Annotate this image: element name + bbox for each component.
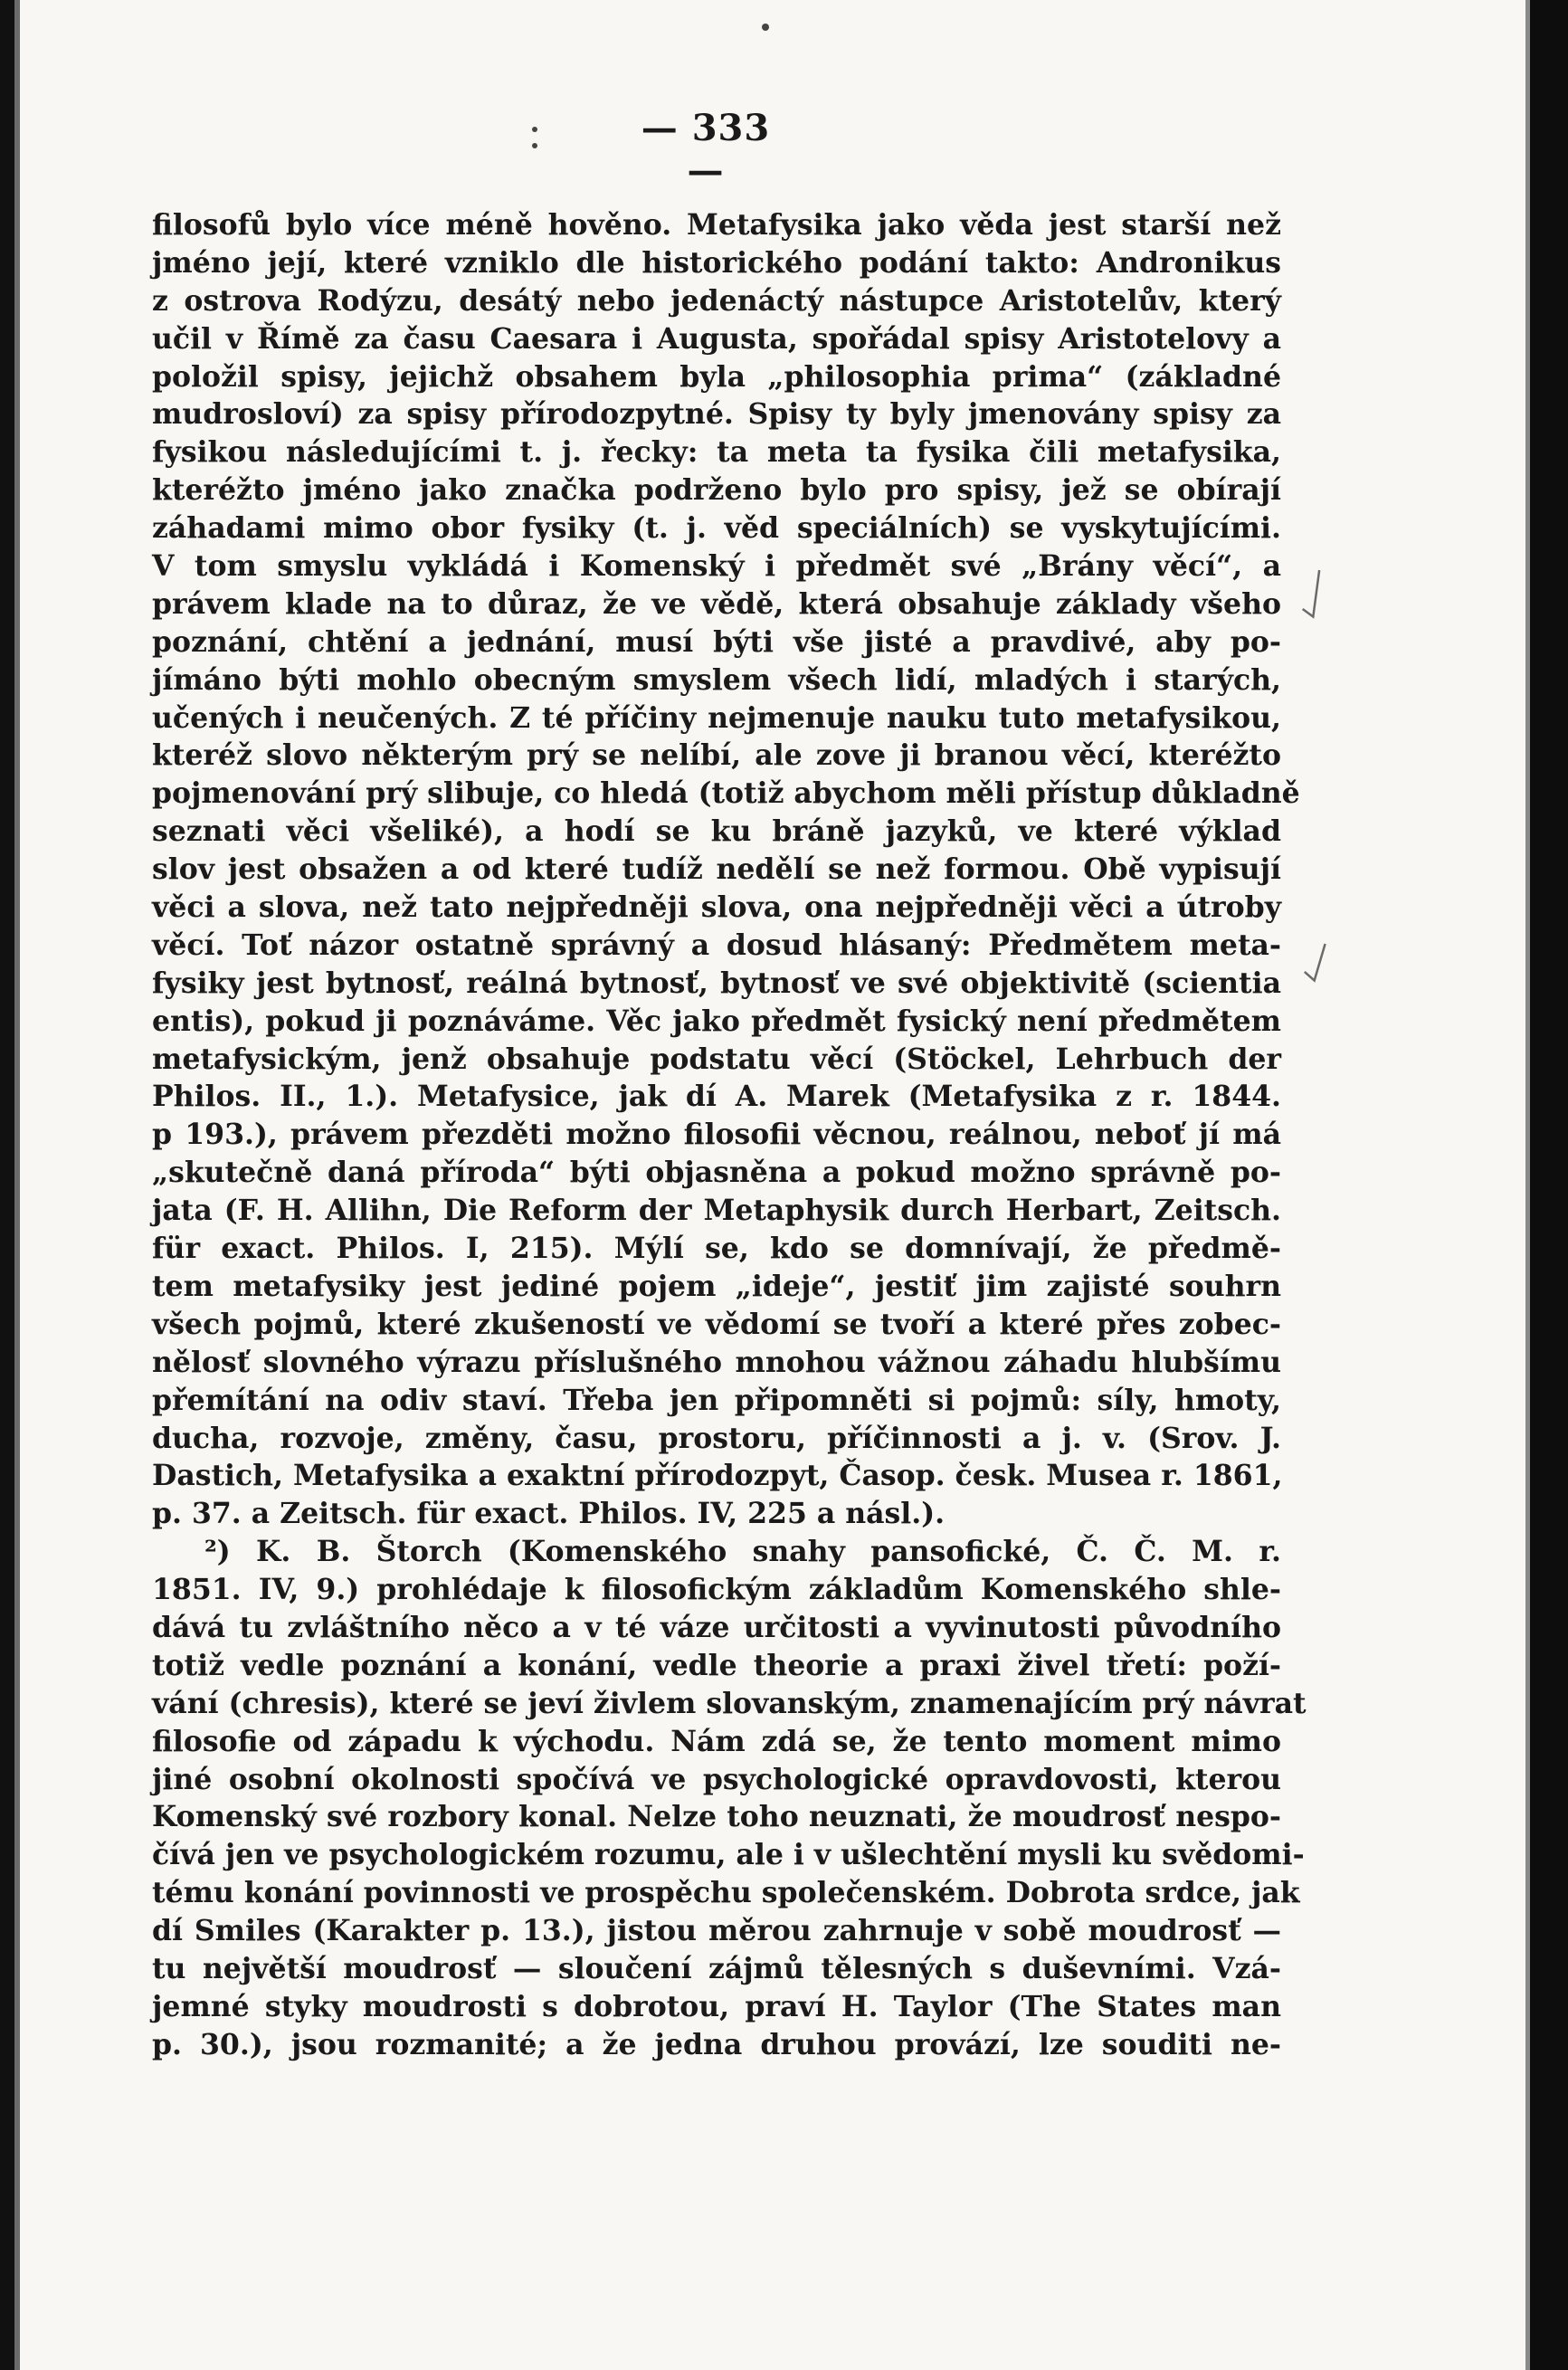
- text-line: poznání, chtění a jednání, musí býti vše jisté a pravdivé, aby po-: [152, 624, 1281, 659]
- text-line: přemítání na odiv staví. Třeba jen připomněti si pojmů: síly, hmoty,: [152, 1383, 1281, 1417]
- footnote-line: filosofie od západu k východu. Nám zdá se, že tento moment mimo: [152, 1724, 1281, 1758]
- footnote-line: tu největší moudrosť — sloučení zájmů tělesných s duševními. Vzá-: [152, 1951, 1281, 1985]
- text-line: nělosť slovného výrazu příslušného mnohou vážnou záhadu hlubšímu: [152, 1345, 1281, 1379]
- text-line: kteréžto jméno jako značka podrženo bylo pro spisy, jež se obírají: [152, 473, 1281, 508]
- footnote-line: dí Smiles (Karakter p. 13.), jistou měrou zahrnuje v sobě moudrosť —: [152, 1914, 1281, 1948]
- speck: [532, 143, 537, 148]
- footnote-line: Komenský své rozbory konal. Nelze toho neuznati, že moudrosť nespo-: [152, 1800, 1281, 1834]
- text-line: z ostrova Rodýzu, desátý nebo jedenáctý nástupce Aristotelův, který: [152, 283, 1281, 318]
- text-line: seznati věci všeliké), a hodí se ku bráně jazyků, ve které výklad: [152, 814, 1281, 849]
- text-line: ducha, rozvoje, změny, času, prostoru, příčinnosti a j. v. (Srov. J.: [152, 1421, 1281, 1455]
- scan-edge-left: [0, 0, 14, 2370]
- text-line: fysikou následujícími t. j. řecky: ta meta ta fysika čili metafysika,: [152, 435, 1281, 470]
- text-line: všech pojmů, které zkušeností ve vědomí se tvoří a které přes zobec-: [152, 1307, 1281, 1341]
- text-line: jata (F. H. Allihn, Die Reform der Metaphysik durch Herbart, Zeitsch.: [152, 1194, 1281, 1228]
- text-line: slov jest obsažen a od které tudíž nedělí se než formou. Obě vypisují: [152, 852, 1281, 887]
- footnote-line: ²) K. B. Štorch (Komenského snahy pansofické, Č. Č. M. r.: [204, 1535, 1281, 1569]
- margin-check-mark: [1294, 938, 1341, 991]
- text-line: položil spisy, jejichž obsahem byla „philosophia prima“ (základné: [152, 359, 1281, 394]
- text-line: věcí. Toť názor ostatně správný a dosud hlásaný: Předmětem meta-: [152, 928, 1281, 962]
- footnote-line: jiné osobní okolnosti spočívá ve psychologické opravdovosti, kterou: [152, 1762, 1281, 1796]
- text-line: fysiky jest bytnosť, reálná bytnosť, bytnosť ve své objektivitě (scientia: [152, 966, 1281, 1000]
- text-line: entis), pokud ji poznáváme. Věc jako předmět fysický není předmětem: [152, 1004, 1281, 1038]
- text-line: V tom smyslu vykládá i Komenský i předmět své „Brány věcí“, a: [152, 549, 1281, 584]
- speck: [762, 24, 769, 31]
- footnote-line: 1851. IV, 9.) prohlédaje k filosofickým základům Komenského shle-: [152, 1573, 1281, 1607]
- footnote-line: dává tu zvláštního něco a v té váze určitosti a vyvinutosti původního: [152, 1610, 1281, 1644]
- text-line: záhadami mimo obor fysiky (t. j. věd speciálních) se vyskytujícími.: [152, 511, 1281, 546]
- footnote-line: jemné styky moudrosti s dobrotou, praví H. Taylor (The States man: [152, 1989, 1281, 2023]
- text-line: kteréž slovo některým prý se nelíbí, ale zove ji branou věcí, kteréžto: [152, 738, 1281, 773]
- text-line: Philos. II., 1.). Metafysice, jak dí A. Marek (Metafysika z r. 1844.: [152, 1080, 1281, 1114]
- text-line: jímáno býti mohlo obecným smyslem všech lidí, mladých i starých,: [152, 662, 1281, 697]
- footnote-line: p. 30.), jsou rozmanité; a že jedna druhou provází, lze souditi ne-: [152, 2027, 1281, 2061]
- body-text: [152, 206, 1307, 2064]
- page-number: — 333 —: [641, 107, 771, 192]
- text-line: „skutečně daná příroda“ býti objasněna a pokud možno správně po-: [152, 1156, 1281, 1190]
- text-line: p 193.), právem přezděti možno filosofii věcnou, reálnou, neboť jí má: [152, 1118, 1281, 1152]
- text-line: tem metafysiky jest jediné pojem „ideje“, jestiť jim zajisté souhrn: [152, 1269, 1281, 1303]
- text-line: jméno její, které vzniklo dle historického podání takto: Andronikus: [152, 245, 1281, 280]
- footnote-line: totiž vedle poznání a konání, vedle theorie a praxi živel třetí: poží-: [152, 1648, 1281, 1682]
- text-line: filosofů bylo více méně hověno. Metafysika jako věda jest starší než: [152, 208, 1281, 242]
- text-line: p. 37. a Zeitsch. für exact. Philos. IV, 225 a násl.).: [152, 1497, 946, 1531]
- text-line: metafysickým, jenž obsahuje podstatu věcí (Stöckel, Lehrbuch der: [152, 1042, 1281, 1076]
- text-line: věci a slova, než tato nejpředněji slova, ona nejpředněji věci a útroby: [152, 890, 1281, 925]
- text-line: Dastich, Metafysika a exaktní přírodozpyt, Časop. česk. Musea r. 1861,: [152, 1459, 1283, 1493]
- text-line: pojmenování prý slibuje, co hledá (totiž abychom měli přístup důkladně: [152, 776, 1300, 811]
- scan-edge-right: [1530, 0, 1568, 2370]
- speck: [532, 127, 537, 132]
- footnote-line: vání (chresis), které se jeví živlem slovanským, znamenajícím prý návrat: [152, 1686, 1307, 1720]
- footnote-line: tému konání povinnosti ve prospěchu společenském. Dobrota srdce, jak: [152, 1876, 1300, 1910]
- text-line: mudrosloví) za spisy přírodozpytné. Spisy ty byly jmenovány spisy za: [152, 397, 1281, 432]
- text-line: für exact. Philos. I, 215). Mýlí se, kdo se domnívají, že předmě-: [152, 1232, 1281, 1266]
- margin-check-mark: [1288, 566, 1340, 629]
- text-line: učil v Římě za času Caesara i Augusta, spořádal spisy Aristotelovy a: [152, 321, 1281, 356]
- footnote-line: čívá jen ve psychologickém rozumu, ale i v ušlechtění mysli ku svědomi-: [152, 1838, 1305, 1872]
- text-line: učených i neučených. Z té příčiny nejmenuje nauku tuto metafysikou,: [152, 700, 1281, 735]
- scan-edge-left-shadow: [14, 0, 20, 2370]
- text-line: právem klade na to důraz, že ve vědě, která obsahuje základy všeho: [152, 586, 1281, 621]
- scan-edge-right-shadow: [1525, 0, 1530, 2370]
